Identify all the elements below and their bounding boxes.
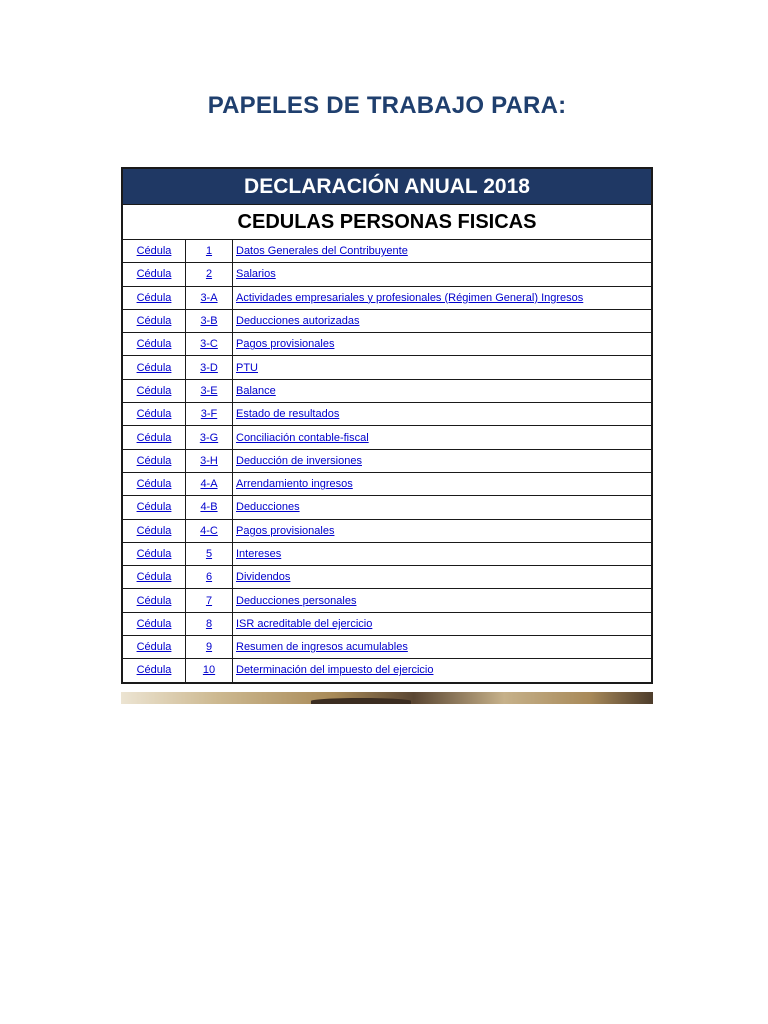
- cedula-code-link[interactable]: 8: [205, 617, 213, 630]
- cedula-description-link[interactable]: Dividendos: [236, 571, 291, 584]
- cedula-description-link[interactable]: Arrendamiento ingresos: [236, 478, 353, 491]
- table-cell: [123, 240, 186, 263]
- table-cell: [233, 286, 652, 309]
- cedula-description-link[interactable]: Deducciones autorizadas: [236, 315, 360, 328]
- cedula-code-link[interactable]: 5: [205, 548, 213, 560]
- cedula-link[interactable]: Cédula: [136, 361, 172, 374]
- table-cell: [186, 542, 233, 565]
- table-cell: [186, 286, 233, 309]
- cedula-description-link[interactable]: Deducción de inversiones: [236, 454, 362, 467]
- table-cell: [233, 240, 652, 263]
- cedula-code-link[interactable]: 2: [205, 268, 213, 281]
- cedula-code-link[interactable]: 3-A: [200, 291, 218, 304]
- table-row: [123, 542, 651, 565]
- table-row: [123, 240, 651, 263]
- cedulas-index-table: [121, 167, 653, 684]
- table-cell: [186, 403, 233, 426]
- cedula-code-link[interactable]: 7: [205, 594, 213, 607]
- cedula-description-link[interactable]: Pagos provisionales: [236, 338, 335, 351]
- cedula-link[interactable]: Cédula: [136, 291, 172, 304]
- table-cell: [123, 496, 186, 519]
- table-cell: [186, 356, 233, 379]
- table-cell: [186, 379, 233, 402]
- table-row: [123, 356, 651, 379]
- cedula-link[interactable]: Cédula: [136, 617, 172, 630]
- cedula-code-link[interactable]: 3-C: [200, 338, 218, 351]
- cedula-description-link[interactable]: Pagos provisionales: [236, 524, 335, 537]
- table-row: [123, 496, 651, 519]
- table-cell: [186, 612, 233, 635]
- cedula-link[interactable]: Cédula: [136, 548, 172, 560]
- table-cell: [186, 263, 233, 286]
- cedula-link[interactable]: Cédula: [136, 268, 172, 281]
- table-cell: [123, 333, 186, 356]
- table-cell: [123, 519, 186, 542]
- table-cell: [233, 426, 652, 449]
- cedula-link[interactable]: Cédula: [136, 571, 172, 584]
- cedula-link[interactable]: Cédula: [136, 664, 172, 677]
- table-row: [123, 309, 651, 332]
- cedula-link[interactable]: Cédula: [136, 431, 172, 444]
- cedula-code-link[interactable]: 4-C: [200, 524, 218, 537]
- page-title: PAPELES DE TRABAJO PARA:: [207, 92, 567, 119]
- table-cell: [123, 356, 186, 379]
- cedula-description-link[interactable]: Deducciones personales: [236, 594, 357, 607]
- table-cell: [186, 240, 233, 263]
- table-cell: [123, 566, 186, 589]
- declaration-header-band: DECLARACIÓN ANUAL 2018: [123, 169, 651, 204]
- cedula-link[interactable]: Cédula: [136, 524, 172, 537]
- cedula-link[interactable]: Cédula: [136, 478, 172, 491]
- cedula-code-link[interactable]: 1: [205, 245, 213, 258]
- cedula-code-link[interactable]: 4-A: [200, 478, 218, 491]
- cedula-link[interactable]: Cédula: [136, 641, 172, 654]
- cedulas-list: [123, 240, 651, 682]
- table-cell: [233, 659, 652, 682]
- table-cell: [123, 636, 186, 659]
- cedula-code-link[interactable]: 3-D: [200, 361, 218, 374]
- cedula-link[interactable]: Cédula: [136, 245, 172, 258]
- table-cell: [123, 286, 186, 309]
- table-cell: [123, 263, 186, 286]
- table-cell: [186, 496, 233, 519]
- decorative-shadow: [311, 698, 411, 704]
- cedula-code-link[interactable]: 3-E: [200, 384, 218, 397]
- table-cell: [186, 566, 233, 589]
- table-row: [123, 449, 651, 472]
- table-cell: [123, 589, 186, 612]
- table-cell: [123, 403, 186, 426]
- table-cell: [233, 636, 652, 659]
- table-row: [123, 333, 651, 356]
- cedula-code-link[interactable]: 10: [202, 664, 216, 677]
- table-cell: [233, 309, 652, 332]
- table-cell: [233, 542, 652, 565]
- table-cell: [233, 612, 652, 635]
- table-cell: [186, 472, 233, 495]
- table-cell: [233, 403, 652, 426]
- table-row: [123, 379, 651, 402]
- cedula-link[interactable]: Cédula: [136, 408, 172, 421]
- table-cell: [233, 379, 652, 402]
- table-row: [123, 566, 651, 589]
- cedula-description-link[interactable]: Determinación del impuesto del ejercicio: [236, 664, 434, 677]
- table-cell: [186, 589, 233, 612]
- cedula-description-link[interactable]: Actividades empresariales y profesionales (Régimen General) Ingresos: [236, 291, 584, 304]
- table-row: [123, 472, 651, 495]
- table-cell: [123, 379, 186, 402]
- table-row: [123, 589, 651, 612]
- table-cell: [186, 659, 233, 682]
- cedula-description-link[interactable]: Conciliación contable-fiscal: [236, 431, 369, 444]
- table-cell: [233, 589, 652, 612]
- cedula-code-link[interactable]: 3-F: [200, 408, 218, 421]
- cedula-link[interactable]: Cédula: [136, 594, 172, 607]
- table-cell: [186, 333, 233, 356]
- cedula-description-link[interactable]: Intereses: [236, 548, 282, 560]
- cedula-description-link[interactable]: Estado de resultados: [236, 408, 340, 421]
- table-row: [123, 286, 651, 309]
- cedula-code-link[interactable]: 3-B: [200, 315, 218, 328]
- table-cell: [233, 449, 652, 472]
- table-row: [123, 426, 651, 449]
- cedula-code-link[interactable]: 4-B: [200, 501, 218, 514]
- cedula-description-link[interactable]: Deducciones: [236, 501, 300, 514]
- cedula-code-link[interactable]: 9: [205, 641, 213, 654]
- cedula-link[interactable]: Cédula: [136, 454, 172, 467]
- table-cell: [186, 636, 233, 659]
- cedula-description-link[interactable]: PTU: [236, 361, 258, 374]
- table-row: [123, 636, 651, 659]
- cedula-description-link[interactable]: Datos Generales del Contribuyente: [236, 245, 408, 258]
- table-cell: [233, 333, 652, 356]
- cedulas-subtitle: CEDULAS PERSONAS FISICAS: [123, 204, 651, 240]
- table-cell: [123, 542, 186, 565]
- table-cell: [233, 472, 652, 495]
- table-row: [123, 659, 651, 682]
- table-cell: [233, 496, 652, 519]
- table-cell: [123, 472, 186, 495]
- table-cell: [233, 356, 652, 379]
- cedula-description-link[interactable]: Salarios: [236, 268, 276, 281]
- cedula-description-link[interactable]: Balance: [236, 384, 276, 397]
- cedula-link[interactable]: Cédula: [136, 384, 172, 397]
- decorative-banner-strip: [121, 692, 653, 704]
- cedula-code-link[interactable]: 6: [205, 571, 213, 584]
- table-row: [123, 612, 651, 635]
- cedula-code-link[interactable]: 3-G: [199, 431, 219, 444]
- cedula-link[interactable]: Cédula: [136, 315, 172, 328]
- table-cell: [186, 449, 233, 472]
- table-cell: [123, 449, 186, 472]
- table-cell: [186, 426, 233, 449]
- table-row: [123, 263, 651, 286]
- table-cell: [123, 659, 186, 682]
- cedula-description-link[interactable]: Resumen de ingresos acumulables: [236, 641, 408, 654]
- table-cell: [233, 519, 652, 542]
- table-row: [123, 403, 651, 426]
- table-row: [123, 519, 651, 542]
- table-cell: [186, 309, 233, 332]
- table-cell: [233, 566, 652, 589]
- table-cell: [123, 612, 186, 635]
- cedula-link[interactable]: Cédula: [136, 338, 172, 351]
- table-cell: [186, 519, 233, 542]
- cedula-description-link[interactable]: ISR acreditable del ejercicio: [236, 617, 373, 630]
- table-cell: [123, 426, 186, 449]
- table-cell: [233, 263, 652, 286]
- cedula-code-link[interactable]: 3-H: [200, 454, 218, 467]
- table-cell: [123, 309, 186, 332]
- cedula-link[interactable]: Cédula: [136, 501, 172, 514]
